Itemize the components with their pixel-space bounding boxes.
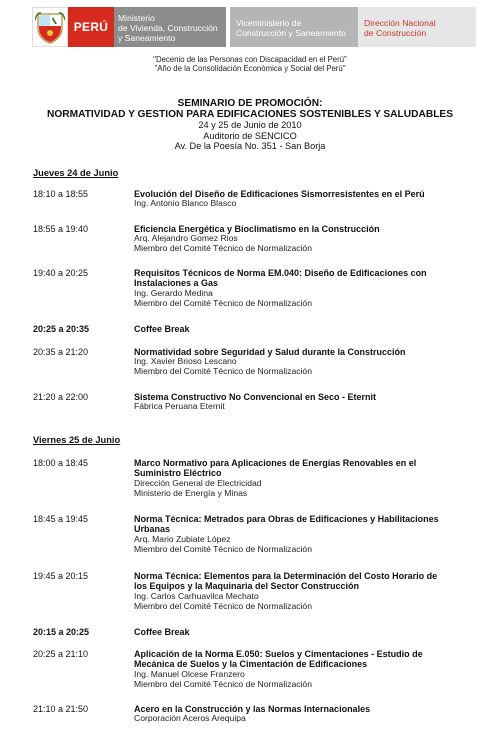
session-speaker: Ing. Antonio Blanco Blasco bbox=[134, 198, 237, 209]
coffee-break-label: Coffee Break bbox=[134, 627, 190, 637]
seminar-venue: Auditorio de SENCICO bbox=[203, 130, 297, 141]
session-speaker: Ing. Carlos Carhuavilca Mechato bbox=[134, 590, 259, 601]
session-affiliation: Miembro del Comité Técnico de Normalización bbox=[134, 543, 312, 554]
session-time: 20:15 a 20:25 bbox=[33, 627, 90, 637]
session-title: Aplicación de la Norma E.050: Suelos y Cimentaciones - Estudio de bbox=[134, 649, 423, 659]
session-title: Eficiencia Energética y Bioclimatismo en la Construcción bbox=[134, 224, 380, 234]
session-speaker: Ing. Xavier Brioso Lescano bbox=[134, 356, 237, 367]
seminar-title: SEMINARIO DE PROMOCIÓN: bbox=[177, 98, 323, 109]
motto-decade: "Decenio de las Personas con Discapacidad en el Perú" bbox=[153, 55, 347, 64]
session-title: Requisitos Técnicos de Norma EM.040: Diseño de Edificaciones con bbox=[134, 268, 427, 278]
session-title-cont: Suministro Eléctrico bbox=[134, 468, 222, 479]
coffee-break-label: Coffee Break bbox=[134, 324, 190, 334]
session-speaker: Ing. Manuel Olcese Franzero bbox=[134, 668, 245, 679]
session-speaker: Arq. Mario Zubiate López bbox=[134, 533, 231, 544]
viceministry-label: Viceministerio de Construcción y Saneamiento bbox=[230, 7, 358, 47]
session-time: 18:55 a 19:40 bbox=[33, 224, 89, 234]
session-speaker: Corporación Aceros Arequipa bbox=[134, 713, 246, 724]
session-speaker: Fábrica Peruana Eternit bbox=[134, 401, 225, 412]
session-title: Norma Técnica: Metrados para Obras de Edificaciones y Habilitaciones bbox=[134, 514, 439, 524]
session-title: Sistema Constructivo No Convencional en Seco - Eternit bbox=[134, 392, 377, 402]
seminar-subtitle: NORMATIVIDAD Y GESTION PARA EDIFICACIONES SOSTENIBLES Y SALUDABLES bbox=[46, 109, 454, 120]
ministry-label: Ministerio de Vivienda, Construcción y Saneamiento bbox=[114, 7, 226, 47]
session-title: Norma Técnica: Elementos para la Determinación del Costo Horario de bbox=[134, 571, 438, 581]
seminar-dates: 24 y 25 de Junio de 2010 bbox=[198, 120, 302, 130]
session-affiliation: Miembro del Comité Técnico de Normalización bbox=[134, 600, 312, 611]
session-title: Marco Normativo para Aplicaciones de Energías Renovables en el bbox=[134, 458, 417, 468]
session-title: Evolución del Diseño de Edificaciones Sismorresistentes en el Perú bbox=[134, 189, 425, 199]
session-affiliation: Miembro del Comité Técnico de Normalización bbox=[134, 366, 312, 377]
session-speaker: Dirección General de Electricidad bbox=[134, 477, 262, 488]
seminar-title-block bbox=[0, 98, 500, 152]
session-time: 21:10 a 21:50 bbox=[33, 704, 89, 714]
session-title-cont: Instalaciones a Gas bbox=[134, 278, 219, 289]
session-time: 18:45 a 19:45 bbox=[33, 514, 89, 524]
session-time: 20:35 a 21:20 bbox=[33, 347, 89, 357]
session-title: Normatividad sobre Seguridad y Salud durante la Construcción bbox=[134, 347, 406, 357]
motto-year: "Año de la Consolidación Económica y Social del Perú" bbox=[154, 64, 346, 73]
session-speaker: Arq. Alejandro Gomez Rios bbox=[134, 233, 238, 244]
session-affiliation: Miembro del Comité Técnico de Normalización bbox=[134, 297, 312, 308]
country-label: PERÚ bbox=[68, 7, 114, 47]
day-header-thursday: Jueves 24 de Junio bbox=[33, 168, 119, 178]
session-time: 18:10 a 18:55 bbox=[33, 189, 89, 199]
session-affiliation: Miembro del Comité Técnico de Normalización bbox=[134, 243, 312, 254]
session-title: Acero en la Construcción y las Normas Internacionales bbox=[134, 704, 371, 714]
session-affiliation: Ministerio de Energía y Minas bbox=[134, 487, 248, 498]
session-speaker: Ing. Gerardo Medina bbox=[134, 287, 213, 298]
seminar-address: Av. De la Poesía No. 351 - San Borja bbox=[174, 141, 326, 151]
session-title-cont: Mecánica de Suelos y la Cimentación de Edificaciones bbox=[134, 659, 368, 670]
session-title-cont: Urbanas bbox=[134, 524, 171, 535]
day-header-friday: Viernes 25 de Junio bbox=[33, 435, 121, 445]
session-time: 20:25 a 21:10 bbox=[33, 649, 89, 659]
direction-label: Dirección Nacional de Construcción bbox=[358, 7, 476, 47]
session-affiliation: Miembro del Comité Técnico de Normalización bbox=[134, 678, 312, 689]
session-title-cont: los Equipos y la Maquinaria del Sector Construcción bbox=[134, 581, 360, 592]
session-time: 20:25 a 20:35 bbox=[33, 324, 90, 334]
coat-of-arms-icon bbox=[32, 7, 68, 47]
session-time: 21:20 a 22:00 bbox=[33, 392, 89, 402]
session-time: 19:40 a 20:25 bbox=[33, 268, 89, 278]
session-time: 18:00 a 18:45 bbox=[33, 458, 89, 468]
session-time: 19:45 a 20:15 bbox=[33, 571, 89, 581]
header-banner bbox=[32, 7, 476, 47]
